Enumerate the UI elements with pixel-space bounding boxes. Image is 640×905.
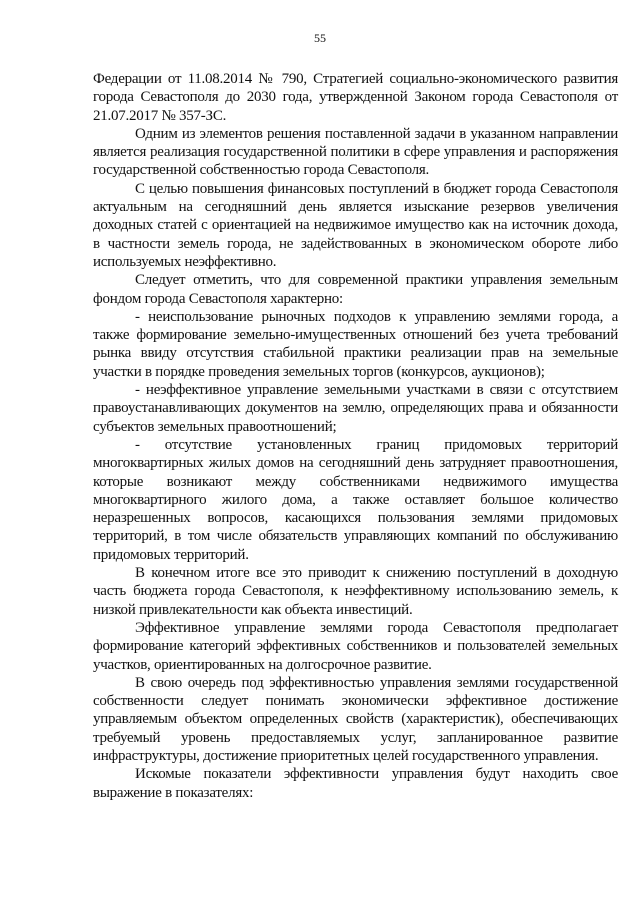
paragraph-indicators-intro: Искомые показатели эффективности управления будут находить свое выражение в показателях:	[93, 766, 618, 801]
document-body	[93, 70, 618, 802]
paragraph-outcome: В конечном итоге все это приводит к снижению поступлений в доходную часть бюджета города Севастополя, к неэффективному использованию земель, к низкой привлекательности как объекта инвестиций.	[93, 565, 618, 618]
page-number: 55	[314, 31, 326, 45]
list-item-ineffective-management: - неэффективное управление земельными участками в связи с отсутствием правоустанавливающих документов на землю, определяющих права и обязанности субъектов земельных правоотношений;	[93, 382, 618, 435]
paragraph-effective-management: Эффективное управление землями города Севастополя предполагает формирование категорий эффективных собственников и пользователей земельных участков, ориентированных на долгосрочное развитие.	[93, 619, 618, 673]
list-item-market-approaches: - неиспользование рыночных подходов к управлению землями города, а также формирование земельно-имущественных отношений без учета требований рынка ввиду отсутствия стабильной практики реализации прав на земельные участки в порядке проведения земельных торгов (конкурсов, аукционов);	[93, 308, 618, 380]
list-item-territory-borders: - отсутствие установленных границ придомовых территорий многоквартирных жилых домов на сегодняшний день затрудняет правоотношения, которые возникают между собственниками недвижимого имущества многоквартирного жилого дома, а также оставляет большое количество неразрешенных вопросов, касающихся пользования землями придомовых территорий, в том числе обязательств управляющих компаний по обслуживанию придомовых территорий.	[93, 436, 618, 563]
paragraph-practice-intro: Следует отметить, что для современной практики управления земельным фондом города Севастополя характерно:	[93, 272, 618, 307]
paragraph-policy-implementation: Одним из элементов решения поставленной задачи в указанном направлении является реализация государственной политики в сфере управления и распоряжения государственной собственностью города Севастополя.	[93, 125, 618, 179]
paragraph-budget-reserves: С целью повышения финансовых поступлений в бюджет города Севастополя актуальным на сегодняшний день является изыскание резервов увеличения доходных статей с ориентацией на недвижимое имущество как на источник дохода, в частности земель города, не задействованных в экономическом обороте либо используемых неэффективно.	[93, 180, 618, 270]
paragraph-efficiency-definition: В свою очередь под эффективностью управления землями государственной собственности следует понимать экономически эффективное достижение управляемым объектом определенных свойств (характеристик), обеспечивающих требуемый уровень предоставляемых услуг, запланированное развитие инфраструктуры, достижение приоритетных целей государственного управления.	[93, 674, 618, 764]
paragraph-continuation: Федерации от 11.08.2014 № 790, Стратегией социально-экономического развития города Севастополя до 2030 года, утвержденной Законом города Севастополя от 21.07.2017 № 357-ЗС.	[93, 71, 618, 124]
